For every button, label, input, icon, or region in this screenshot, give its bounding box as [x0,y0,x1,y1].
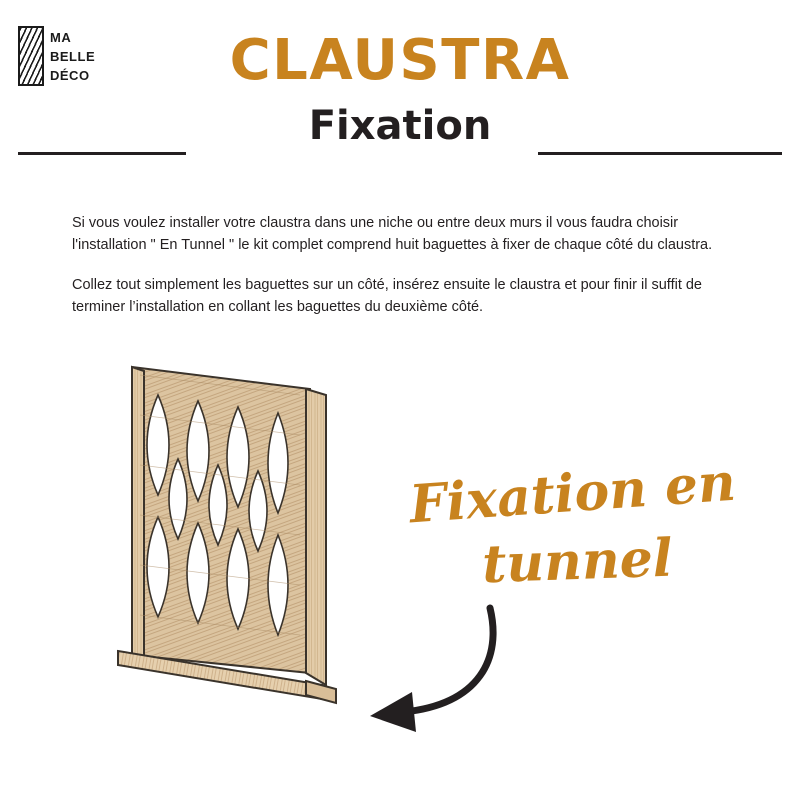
instructions-text [72,212,732,318]
caption-line-1: Fixation en [407,451,738,536]
caption-line-2: tunnel [481,527,674,596]
instructions-paragraph-1: Si vous voulez installer votre claustra dans une niche ou entre deux murs il vous faudra choisir l'installation " En Tunnel " le kit complet comprend huit baguettes à fixer de chaque côté du claustra. [72,215,713,253]
divider-left [18,152,186,155]
brand-logo-line-2: BELLE [50,49,96,64]
caption-fixation-en-tunnel [391,448,760,609]
curved-arrow-icon [330,600,510,750]
page-subtitle: Fixation [308,103,492,149]
divider-right [538,152,782,155]
instructions-paragraph-2: Collez tout simplement les baguettes sur un côté, insérez ensuite le claustra et pour finir il suffit de terminer l’installation en collant les baguettes du deuxième côté. [72,277,702,315]
brand-logo-line-3: DÉCO [50,68,90,83]
brand-logo-line-1: MA [50,30,72,45]
page-title: CLAUSTRA [229,28,571,93]
page-header [0,0,800,170]
